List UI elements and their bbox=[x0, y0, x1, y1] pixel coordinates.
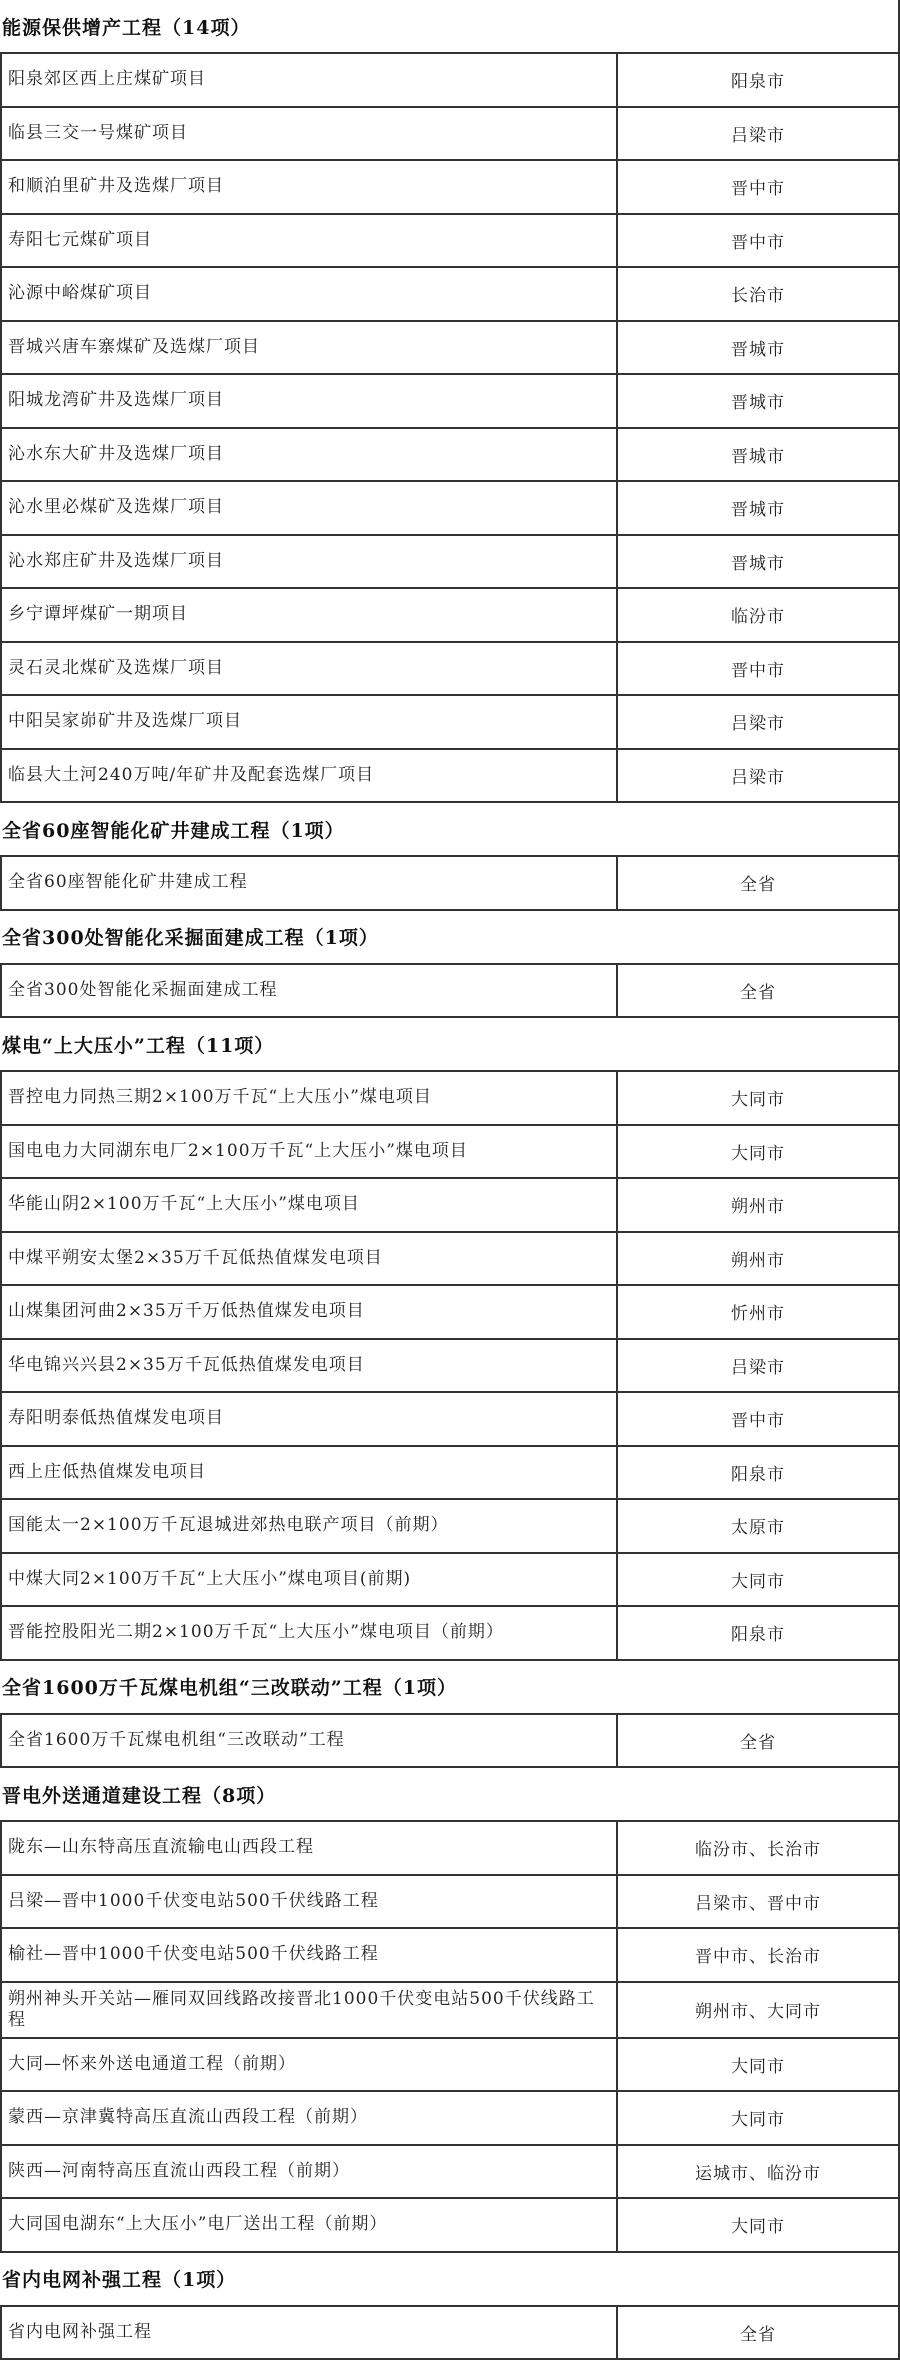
table-row bbox=[2, 1393, 900, 1447]
table-row bbox=[2, 268, 900, 322]
project-name-cell: 沁源中峪煤矿项目 bbox=[2, 268, 618, 320]
project-region-cell: 临汾市 bbox=[618, 589, 898, 641]
project-name-cell: 全省60座智能化矿井建成工程 bbox=[2, 857, 618, 909]
table-row bbox=[2, 1929, 900, 1983]
project-region-cell: 阳泉市 bbox=[618, 1607, 898, 1659]
project-name-cell: 蒙西—京津冀特高压直流山西段工程（前期） bbox=[2, 2092, 618, 2144]
project-name-cell: 中煤平朔安太堡2×35万千瓦低热值煤发电项目 bbox=[2, 1233, 618, 1285]
project-name-cell: 山煤集团河曲2×35万千万低热值煤发电项目 bbox=[2, 1286, 618, 1338]
project-region-cell: 吕梁市 bbox=[618, 1340, 898, 1392]
project-table bbox=[0, 1070, 900, 1661]
section-title: 晋电外送通道建设工程（8项） bbox=[0, 1768, 900, 1820]
table-row bbox=[2, 482, 900, 536]
table-row bbox=[2, 696, 900, 750]
project-region-cell: 忻州市 bbox=[618, 1286, 898, 1338]
project-name-cell: 全省1600万千瓦煤电机组“三改联动”工程 bbox=[2, 1715, 618, 1767]
table-row bbox=[2, 589, 900, 643]
project-name-cell: 阳城龙湾矿井及选煤厂项目 bbox=[2, 375, 618, 427]
table-row bbox=[2, 429, 900, 483]
project-name-cell: 沁水郑庄矿井及选煤厂项目 bbox=[2, 536, 618, 588]
project-region-cell: 晋城市 bbox=[618, 375, 898, 427]
project-name-cell: 寿阳明泰低热值煤发电项目 bbox=[2, 1393, 618, 1445]
project-region-cell: 吕梁市、晋中市 bbox=[618, 1876, 898, 1928]
table-row bbox=[2, 1500, 900, 1554]
section-title: 全省300处智能化采掘面建成工程（1项） bbox=[0, 911, 900, 963]
project-region-cell: 晋城市 bbox=[618, 536, 898, 588]
project-table bbox=[0, 963, 900, 1019]
project-region-cell: 运城市、临汾市 bbox=[618, 2146, 898, 2198]
project-name-cell: 华能山阴2×100万千瓦“上大压小”煤电项目 bbox=[2, 1179, 618, 1231]
project-name-cell: 中阳吴家峁矿井及选煤厂项目 bbox=[2, 696, 618, 748]
table-row bbox=[2, 1447, 900, 1501]
table-row bbox=[2, 1233, 900, 1287]
table-row bbox=[2, 1340, 900, 1394]
project-region-cell: 太原市 bbox=[618, 1500, 898, 1552]
section-title: 能源保供增产工程（14项） bbox=[0, 0, 900, 52]
table-row bbox=[2, 1607, 900, 1661]
project-name-cell: 寿阳七元煤矿项目 bbox=[2, 215, 618, 267]
table-row bbox=[2, 536, 900, 590]
project-region-cell: 大同市 bbox=[618, 2092, 898, 2144]
table-row bbox=[2, 2146, 900, 2200]
project-table bbox=[0, 52, 900, 803]
table-row bbox=[2, 1554, 900, 1608]
table-row bbox=[2, 54, 900, 108]
project-region-cell: 晋城市 bbox=[618, 322, 898, 374]
project-region-cell: 朔州市 bbox=[618, 1179, 898, 1231]
project-name-cell: 大同国电湖东“上大压小”电厂送出工程（前期） bbox=[2, 2199, 618, 2251]
project-name-cell: 西上庄低热值煤发电项目 bbox=[2, 1447, 618, 1499]
project-region-cell: 大同市 bbox=[618, 2199, 898, 2251]
project-name-cell: 中煤大同2×100万千瓦“上大压小”煤电项目(前期) bbox=[2, 1554, 618, 1606]
table-row bbox=[2, 322, 900, 376]
table-row bbox=[2, 1822, 900, 1876]
section-title: 省内电网补强工程（1项） bbox=[0, 2253, 900, 2305]
project-region-cell: 晋城市 bbox=[618, 482, 898, 534]
project-region-cell: 大同市 bbox=[618, 1554, 898, 1606]
table-row bbox=[2, 1983, 900, 2039]
project-name-cell: 乡宁谭坪煤矿一期项目 bbox=[2, 589, 618, 641]
project-table bbox=[0, 1820, 900, 2253]
project-region-cell: 大同市 bbox=[618, 1126, 898, 1178]
project-name-cell: 晋控电力同热三期2×100万千瓦“上大压小”煤电项目 bbox=[2, 1072, 618, 1124]
project-name-cell: 陕西—河南特高压直流山西段工程（前期） bbox=[2, 2146, 618, 2198]
project-region-cell: 全省 bbox=[618, 857, 898, 909]
project-name-cell: 晋城兴唐车寨煤矿及选煤厂项目 bbox=[2, 322, 618, 374]
project-region-cell: 晋中市 bbox=[618, 161, 898, 213]
project-name-cell: 沁水里必煤矿及选煤厂项目 bbox=[2, 482, 618, 534]
table-row bbox=[2, 965, 900, 1019]
project-region-cell: 吕梁市 bbox=[618, 750, 898, 802]
project-name-cell: 临县三交一号煤矿项目 bbox=[2, 108, 618, 160]
project-region-cell: 吕梁市 bbox=[618, 696, 898, 748]
table-row bbox=[2, 2307, 900, 2360]
project-name-cell: 榆社—晋中1000千伏变电站500千伏线路工程 bbox=[2, 1929, 618, 1981]
project-table bbox=[0, 855, 900, 911]
project-region-cell: 晋中市、长治市 bbox=[618, 1929, 898, 1981]
project-region-cell: 长治市 bbox=[618, 268, 898, 320]
project-name-cell: 临县大土河240万吨/年矿井及配套选煤厂项目 bbox=[2, 750, 618, 802]
project-name-cell: 国电电力大同湖东电厂2×100万千瓦“上大压小”煤电项目 bbox=[2, 1126, 618, 1178]
project-table bbox=[0, 1713, 900, 1769]
table-row bbox=[2, 1072, 900, 1126]
project-region-cell: 全省 bbox=[618, 1715, 898, 1767]
project-region-cell: 晋中市 bbox=[618, 215, 898, 267]
project-region-cell: 朔州市、大同市 bbox=[618, 1983, 898, 2037]
project-region-cell: 阳泉市 bbox=[618, 1447, 898, 1499]
table-row bbox=[2, 1876, 900, 1930]
project-name-cell: 陇东—山东特高压直流输电山西段工程 bbox=[2, 1822, 618, 1874]
table-row bbox=[2, 857, 900, 911]
table-row bbox=[2, 161, 900, 215]
table-row bbox=[2, 2199, 900, 2253]
table-row bbox=[2, 1179, 900, 1233]
table-row bbox=[2, 2039, 900, 2093]
table-row bbox=[2, 1126, 900, 1180]
project-region-cell: 晋城市 bbox=[618, 429, 898, 481]
section-title: 全省1600万千瓦煤电机组“三改联动”工程（1项） bbox=[0, 1661, 900, 1713]
project-name-cell: 省内电网补强工程 bbox=[2, 2307, 618, 2359]
project-region-cell: 全省 bbox=[618, 2307, 898, 2359]
project-region-cell: 阳泉市 bbox=[618, 54, 898, 106]
project-name-cell: 国能太一2×100万千瓦退城进郊热电联产项目（前期） bbox=[2, 1500, 618, 1552]
project-name-cell: 大同—怀来外送电通道工程（前期） bbox=[2, 2039, 618, 2091]
project-name-cell: 阳泉郊区西上庄煤矿项目 bbox=[2, 54, 618, 106]
project-name-cell: 华电锦兴兴县2×35万千瓦低热值煤发电项目 bbox=[2, 1340, 618, 1392]
project-table bbox=[0, 2305, 900, 2360]
table-row bbox=[2, 215, 900, 269]
section-title: 全省60座智能化矿井建成工程（1项） bbox=[0, 803, 900, 855]
project-region-cell: 大同市 bbox=[618, 1072, 898, 1124]
project-name-cell: 朔州神头开关站—雁同双回线路改接晋北1000千伏变电站500千伏线路工程 bbox=[2, 1983, 618, 2037]
table-row bbox=[2, 1715, 900, 1769]
project-region-cell: 全省 bbox=[618, 965, 898, 1017]
project-name-cell: 和顺泊里矿井及选煤厂项目 bbox=[2, 161, 618, 213]
project-region-cell: 晋中市 bbox=[618, 1393, 898, 1445]
project-region-cell: 临汾市、长治市 bbox=[618, 1822, 898, 1874]
table-row bbox=[2, 375, 900, 429]
project-region-cell: 晋中市 bbox=[618, 643, 898, 695]
table-row bbox=[2, 750, 900, 804]
project-region-cell: 大同市 bbox=[618, 2039, 898, 2091]
table-row bbox=[2, 2092, 900, 2146]
project-name-cell: 吕梁—晋中1000千伏变电站500千伏线路工程 bbox=[2, 1876, 618, 1928]
project-name-cell: 灵石灵北煤矿及选煤厂项目 bbox=[2, 643, 618, 695]
project-name-cell: 全省300处智能化采掘面建成工程 bbox=[2, 965, 618, 1017]
project-name-cell: 沁水东大矿井及选煤厂项目 bbox=[2, 429, 618, 481]
section-title: 煤电“上大压小”工程（11项） bbox=[0, 1018, 900, 1070]
table-row bbox=[2, 643, 900, 697]
project-name-cell: 晋能控股阳光二期2×100万千瓦“上大压小”煤电项目（前期） bbox=[2, 1607, 618, 1659]
table-row bbox=[2, 1286, 900, 1340]
project-region-cell: 吕梁市 bbox=[618, 108, 898, 160]
table-row bbox=[2, 108, 900, 162]
project-region-cell: 朔州市 bbox=[618, 1233, 898, 1285]
